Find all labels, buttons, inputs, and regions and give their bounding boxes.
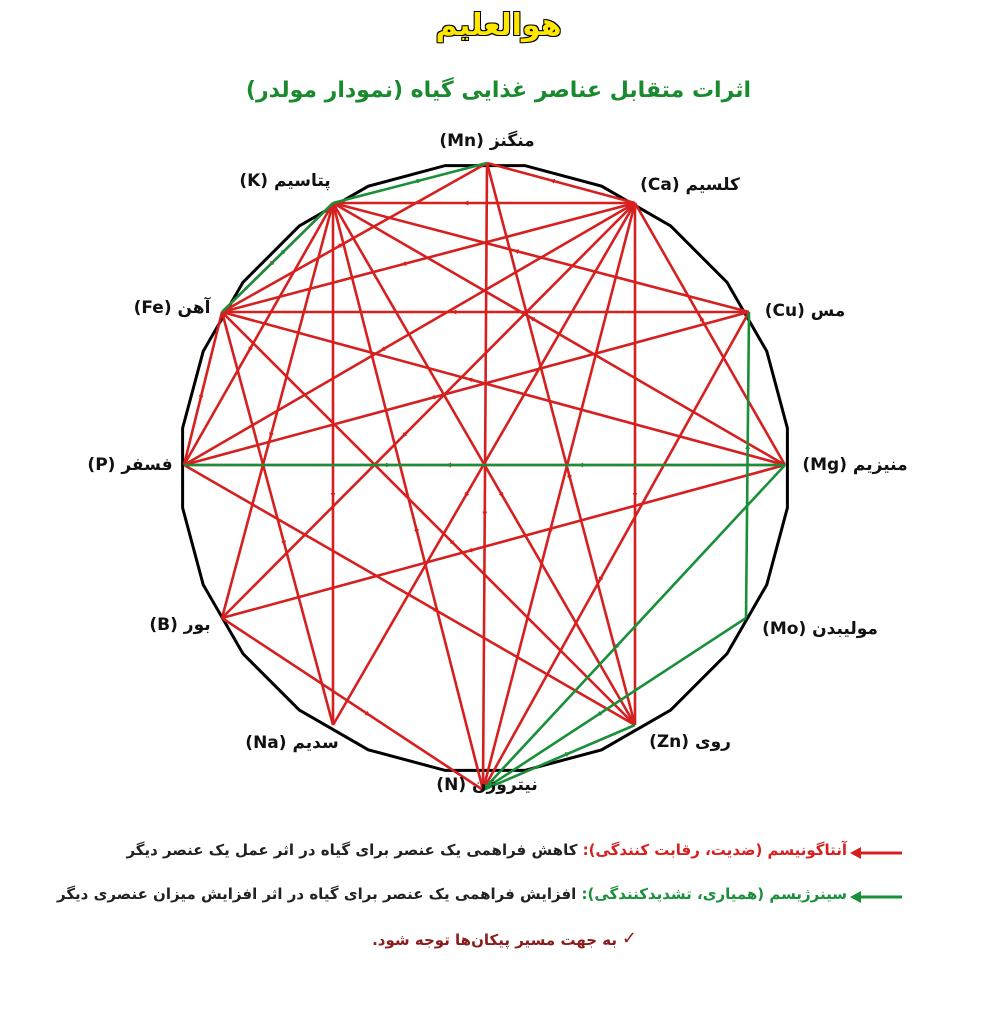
antagonism-link-B-N [222,618,483,790]
antagonism-link-K-B [222,203,333,618]
element-label-Ca: کلسیم (Ca) [640,175,740,195]
antagonism-link-K-P [184,203,333,465]
antagonism-link-Fe-P [184,312,222,465]
legend-antagonism-key: آنتاگونیسم (ضدیت، رقابت کنندگی): [582,841,847,859]
element-label-Mo: مولیبدن (Mo) [762,619,878,639]
legend-synergism-key: سینرژیسم (همیاری، تشدیدکنندگی): [581,885,847,903]
red-arrow-icon [847,838,907,868]
antagonism-link-Fe-Zn [222,312,635,725]
legend-synergism-desc: افزایش فراهمی یک عنصر برای گیاه در اثر افزایش میزان عنصری دیگر [56,885,577,903]
element-label-Mn: منگنز (Mn) [439,131,535,151]
antagonism-link-Mg-K [333,203,785,465]
element-label-Mg: منیزیم (Mg) [802,455,908,475]
element-label-Zn: روی (Zn) [649,732,731,752]
element-label-Fe: آهن (Fe) [133,298,211,318]
check-icon: ✓ [621,928,637,949]
legend-antagonism [0,838,997,868]
element-label-N: نیتروژن (N) [436,775,538,795]
antagonism-links [184,163,785,790]
antagonism-link-Mn-N [483,163,487,790]
note-text: به جهت مسیر پیکان‌ها توجه شود. [372,931,617,949]
element-label-B: بور (B) [149,615,211,635]
page-title: اثرات متقابل عناصر غذایی گیاه (نمودار مولدر) [245,78,752,103]
synergism-link-K-Mn [333,163,487,203]
green-arrow-icon [847,882,907,912]
logo-text: هوالعلیم [435,8,562,43]
element-label-P: فسفر (P) [87,455,173,475]
antagonism-link-Cu-N [483,312,749,790]
element-label-Cu: مس (Cu) [764,301,846,321]
element-label-K: پتاسیم (K) [239,171,331,191]
legend-antagonism-desc: کاهش فراهمی یک عنصر برای گیاه در اثر عمل یک عنصر دیگر [126,841,578,859]
element-label-Na: سدیم (Na) [245,733,339,753]
antagonism-link-Mg-Ca [635,203,785,465]
antagonism-link-Ca-Mn [487,163,635,203]
legend-synergism [0,882,997,912]
